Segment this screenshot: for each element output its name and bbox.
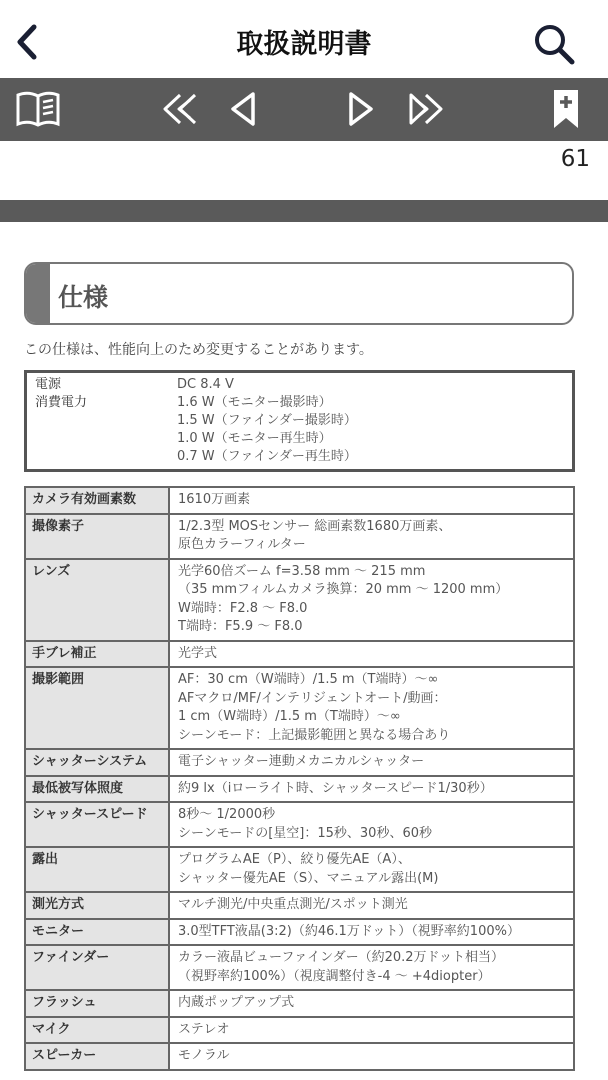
- app-header: [0, 0, 608, 78]
- double-chevron-left-icon: [162, 92, 198, 126]
- section-heading: [24, 262, 574, 325]
- spec-value-line: プログラムAE（P）、絞り優先AE（A）、: [178, 852, 411, 867]
- power-box: [24, 370, 575, 472]
- heading-accent: [26, 264, 50, 323]
- power-value: DC 8.4 V: [177, 377, 234, 392]
- spec-label: シャッターシステム: [25, 749, 169, 776]
- spec-table: [24, 486, 575, 1071]
- spec-value-line: 約9 lx（iローライト時、シャッタースピード1/30秒）: [178, 780, 493, 796]
- power-value: 1.5 W（ファインダー撮影時）: [177, 413, 357, 428]
- power-value: 1.6 W（モニター撮影時）: [177, 395, 332, 410]
- spec-value-line: シーンモードの[星空]：15秒、30秒、60秒: [178, 825, 432, 841]
- spec-value-line: （35 mmフィルムカメラ換算：20 mm ～ 1200 mm）: [178, 582, 509, 597]
- spec-value: [169, 990, 574, 1017]
- page-number: 61: [560, 146, 590, 172]
- table-row: [25, 847, 574, 892]
- spec-label: 最低被写体照度: [25, 776, 169, 803]
- spec-value: [169, 641, 574, 668]
- spec-value-line: 3.0型TFT液晶(3:2)（約46.1万ドット）（視野率約100%）: [178, 923, 520, 939]
- table-row: [25, 1043, 574, 1070]
- search-button[interactable]: [530, 20, 578, 68]
- spec-label: 露出: [25, 847, 169, 892]
- spec-label: フラッシュ: [25, 990, 169, 1017]
- triangle-right-icon: [347, 91, 375, 127]
- table-of-contents-button[interactable]: [14, 88, 62, 130]
- search-icon: [530, 20, 578, 68]
- table-row: [25, 919, 574, 946]
- power-value: 1.0 W（モニター再生時）: [177, 431, 332, 446]
- table-row: [25, 641, 574, 668]
- spec-label: カメラ有効画素数: [25, 487, 169, 514]
- power-label: 電源: [35, 377, 62, 392]
- spec-value-line: 原色カラーフィルター: [178, 537, 306, 552]
- spec-value: [169, 667, 574, 749]
- table-row: [25, 487, 574, 514]
- spec-value: [169, 1043, 574, 1070]
- spec-value: [169, 802, 574, 847]
- spec-value: [169, 892, 574, 919]
- spec-value-line: W端時：F2.8 ～ F8.0: [178, 600, 308, 616]
- spec-value-line: 内蔵ポップアップ式: [178, 995, 295, 1010]
- spec-value-line: 光学式: [178, 645, 218, 661]
- spec-label: 撮影範囲: [25, 667, 169, 749]
- spec-value-line: 1/2.3型 MOSセンサー 総画素数1680万画素、: [178, 518, 452, 534]
- spec-value-line: T端時：F5.9 ～ F8.0: [178, 619, 303, 634]
- spec-label: 手ブレ補正: [25, 641, 169, 668]
- spec-value-line: 1610万画素: [178, 492, 251, 507]
- table-row: [25, 667, 574, 749]
- spec-value-line: シャッター優先AE（S）、マニュアル露出(M): [178, 870, 439, 886]
- spec-value: [169, 487, 574, 514]
- spec-label: モニター: [25, 919, 169, 946]
- spec-value: [169, 847, 574, 892]
- spec-value-line: カラー液晶ビューファインダー（約20.2万ドット相当）: [178, 950, 504, 965]
- spec-label: ファインダー: [25, 945, 169, 990]
- next-page-button[interactable]: [344, 88, 378, 130]
- spec-value-line: 電子シャッター連動メカニカルシャッター: [178, 754, 425, 769]
- add-bookmark-button[interactable]: [548, 88, 584, 130]
- bookmark-plus-icon: [552, 88, 580, 130]
- spec-value: [169, 945, 574, 990]
- double-chevron-right-icon: [408, 92, 444, 126]
- spec-value: [169, 776, 574, 803]
- table-row: [25, 776, 574, 803]
- spec-value-line: AF：30 cm（W端時）/1.5 m（T端時）～∞: [178, 672, 439, 687]
- spec-label: マイク: [25, 1017, 169, 1044]
- spec-value-line: AFマクロ/MF/インテリジェントオート/動画：: [178, 690, 447, 706]
- table-row: [25, 892, 574, 919]
- section-title: 仕様: [58, 283, 109, 312]
- spec-value: [169, 1017, 574, 1044]
- spec-label: 測光方式: [25, 892, 169, 919]
- spec-value: [169, 559, 574, 641]
- spec-label: 撮像素子: [25, 514, 169, 559]
- last-page-button[interactable]: [406, 88, 446, 130]
- power-value: 0.7 W（ファインダー再生時）: [177, 449, 357, 464]
- table-row: [25, 802, 574, 847]
- table-row: [25, 559, 574, 641]
- table-row: [25, 749, 574, 776]
- spec-value-line: シーンモード：上記撮影範囲と異なる場合あり: [178, 727, 451, 743]
- table-row: [25, 990, 574, 1017]
- table-row: [25, 945, 574, 990]
- spec-value: [169, 749, 574, 776]
- spec-value-line: モノラル: [178, 1048, 230, 1063]
- spec-value-line: （視野率約100%）（視度調整付き-4 ～ +4diopter）: [178, 968, 491, 984]
- open-book-icon: [15, 90, 61, 128]
- spec-value: [169, 919, 574, 946]
- reader-toolbar: [0, 78, 608, 141]
- table-row: [25, 514, 574, 559]
- first-page-button[interactable]: [160, 88, 200, 130]
- triangle-left-icon: [229, 91, 257, 127]
- spec-value-line: マルチ測光/中央重点測光/スポット測光: [178, 897, 408, 912]
- page-title: 取扱説明書: [236, 29, 372, 60]
- spec-value-line: ステレオ: [178, 1021, 230, 1037]
- spec-label: レンズ: [25, 559, 169, 641]
- power-label: 消費電力: [35, 395, 88, 410]
- spec-value-line: 8秒～ 1/2000秒: [178, 807, 276, 822]
- spec-label: スピーカー: [25, 1043, 169, 1070]
- spec-note: この仕様は、性能向上のため変更することがあります。: [24, 342, 373, 358]
- spec-value: [169, 514, 574, 559]
- page-divider: [0, 200, 608, 222]
- previous-page-button[interactable]: [226, 88, 260, 130]
- spec-value-line: 光学60倍ズーム f=3.58 mm ～ 215 mm: [178, 563, 426, 579]
- spec-label: シャッタースピード: [25, 802, 169, 847]
- table-row: [25, 1017, 574, 1044]
- spec-value-line: 1 cm（W端時）/1.5 m（T端時）～∞: [178, 709, 401, 724]
